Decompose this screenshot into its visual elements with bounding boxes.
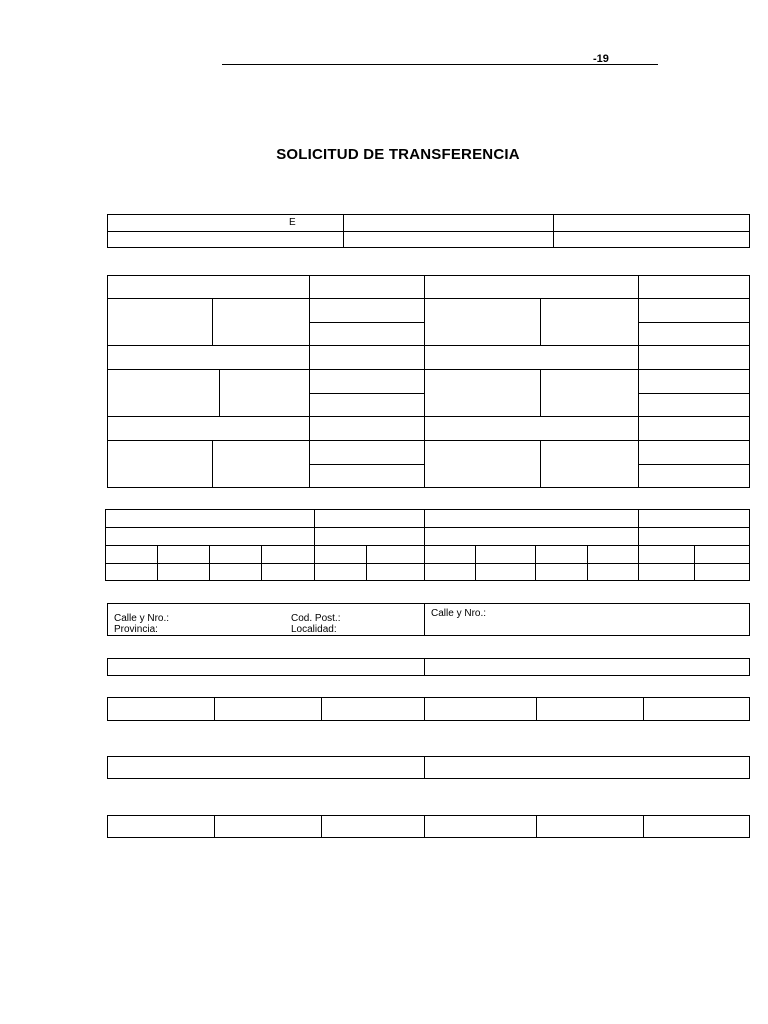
s3-r3-c10[interactable] xyxy=(587,545,639,564)
s1-r1-c3[interactable] xyxy=(553,214,750,232)
s3-r2-c4[interactable] xyxy=(638,527,750,546)
s3-r1-c3[interactable] xyxy=(424,509,639,528)
s2-b-c6-bottom[interactable] xyxy=(638,393,750,417)
s6-c6[interactable] xyxy=(643,697,750,721)
s7-c2[interactable] xyxy=(424,756,750,779)
s2-mid1-c3[interactable] xyxy=(424,345,639,370)
s3-r3-c3[interactable] xyxy=(209,545,262,564)
s3-r4-c10[interactable] xyxy=(587,563,639,581)
left-province-label: Provincia: xyxy=(114,624,158,635)
s3-r3-c12[interactable] xyxy=(694,545,750,564)
s2-c-c3-bottom[interactable] xyxy=(309,464,425,488)
s3-r4-c6[interactable] xyxy=(366,563,425,581)
s2-b-c1[interactable] xyxy=(107,369,220,417)
s2-head-c4[interactable] xyxy=(638,275,750,299)
s8-c2[interactable] xyxy=(214,815,322,838)
s6-c2[interactable] xyxy=(214,697,322,721)
s2-b-c5[interactable] xyxy=(540,369,639,417)
s2-head-c3[interactable] xyxy=(424,275,639,299)
right-street-label: Calle y Nro.: xyxy=(431,608,487,619)
s6-c3[interactable] xyxy=(321,697,425,721)
s3-r4-c12[interactable] xyxy=(694,563,750,581)
s6-c5[interactable] xyxy=(536,697,644,721)
s3-r4-c7[interactable] xyxy=(424,563,476,581)
s5-c2[interactable] xyxy=(424,658,750,676)
address-left-cell[interactable] xyxy=(107,603,425,636)
s2-a-c4[interactable] xyxy=(424,298,541,346)
s8-c6[interactable] xyxy=(643,815,750,838)
s2-c-c5[interactable] xyxy=(540,440,639,488)
s2-a-c6-top[interactable] xyxy=(638,298,750,323)
s6-c1[interactable] xyxy=(107,697,215,721)
s2-b-c3-top[interactable] xyxy=(309,369,425,394)
s3-r4-c8[interactable] xyxy=(475,563,536,581)
s2-c-c4[interactable] xyxy=(424,440,541,488)
s2-mid2-c3[interactable] xyxy=(424,416,639,441)
s1-r2-c3[interactable] xyxy=(553,231,750,248)
s5-c1[interactable] xyxy=(107,658,425,676)
s3-r4-c4[interactable] xyxy=(261,563,315,581)
s2-head-c1[interactable] xyxy=(107,275,310,299)
s1-r1-c1[interactable] xyxy=(107,214,344,232)
s8-c5[interactable] xyxy=(536,815,644,838)
left-locality-label: Localidad: xyxy=(291,624,337,635)
s3-r2-c1[interactable] xyxy=(105,527,315,546)
left-postal-label: Cod. Post.: xyxy=(291,613,341,624)
s2-mid2-c2[interactable] xyxy=(309,416,425,441)
s3-r4-c5[interactable] xyxy=(314,563,367,581)
s8-c3[interactable] xyxy=(321,815,425,838)
s3-r4-c1[interactable] xyxy=(105,563,158,581)
s1-r1-c2[interactable] xyxy=(343,214,554,232)
s2-b-c6-top[interactable] xyxy=(638,369,750,394)
s2-a-c3-bottom[interactable] xyxy=(309,322,425,346)
s1-mark: E xyxy=(289,217,296,228)
s3-r2-c3[interactable] xyxy=(424,527,639,546)
s2-c-c2[interactable] xyxy=(212,440,310,488)
s3-r3-c4[interactable] xyxy=(261,545,315,564)
s2-mid1-c4[interactable] xyxy=(638,345,750,370)
s3-r4-c3[interactable] xyxy=(209,563,262,581)
s2-b-c2[interactable] xyxy=(219,369,310,417)
s2-c-c1[interactable] xyxy=(107,440,213,488)
s2-a-c1[interactable] xyxy=(107,298,213,346)
s8-c1[interactable] xyxy=(107,815,215,838)
s2-b-c3-bottom[interactable] xyxy=(309,393,425,417)
s3-r3-c8[interactable] xyxy=(475,545,536,564)
address-right-cell[interactable] xyxy=(424,603,750,636)
s3-r3-c7[interactable] xyxy=(424,545,476,564)
s2-mid1-c1[interactable] xyxy=(107,345,310,370)
s3-r1-c4[interactable] xyxy=(638,509,750,528)
s2-a-c6-bottom[interactable] xyxy=(638,322,750,346)
s2-b-c4[interactable] xyxy=(424,369,541,417)
s2-c-c6-bottom[interactable] xyxy=(638,464,750,488)
s3-r3-c9[interactable] xyxy=(535,545,588,564)
s2-mid2-c4[interactable] xyxy=(638,416,750,441)
s3-r3-c6[interactable] xyxy=(366,545,425,564)
s8-c4[interactable] xyxy=(424,815,537,838)
s7-c1[interactable] xyxy=(107,756,425,779)
page-title: SOLICITUD DE TRANSFERENCIA xyxy=(276,146,520,163)
s3-r3-c1[interactable] xyxy=(105,545,158,564)
s3-r4-c11[interactable] xyxy=(638,563,695,581)
s6-c4[interactable] xyxy=(424,697,537,721)
s2-a-c3-top[interactable] xyxy=(309,298,425,323)
s3-r3-c11[interactable] xyxy=(638,545,695,564)
s3-r3-c2[interactable] xyxy=(157,545,210,564)
s3-r4-c2[interactable] xyxy=(157,563,210,581)
s3-r2-c2[interactable] xyxy=(314,527,425,546)
left-street-label: Calle y Nro.: xyxy=(114,613,170,624)
s2-head-c2[interactable] xyxy=(309,275,425,299)
s2-mid1-c2[interactable] xyxy=(309,345,425,370)
page-number: -19 xyxy=(593,53,609,65)
s2-a-c5[interactable] xyxy=(540,298,639,346)
s3-r4-c9[interactable] xyxy=(535,563,588,581)
s3-r1-c1[interactable] xyxy=(105,509,315,528)
s2-c-c3-top[interactable] xyxy=(309,440,425,465)
s2-c-c6-top[interactable] xyxy=(638,440,750,465)
s3-r1-c2[interactable] xyxy=(314,509,425,528)
s1-r2-c2[interactable] xyxy=(343,231,554,248)
s3-r3-c5[interactable] xyxy=(314,545,367,564)
s1-r2-c1[interactable] xyxy=(107,231,344,248)
s2-a-c2[interactable] xyxy=(212,298,310,346)
s2-mid2-c1[interactable] xyxy=(107,416,310,441)
